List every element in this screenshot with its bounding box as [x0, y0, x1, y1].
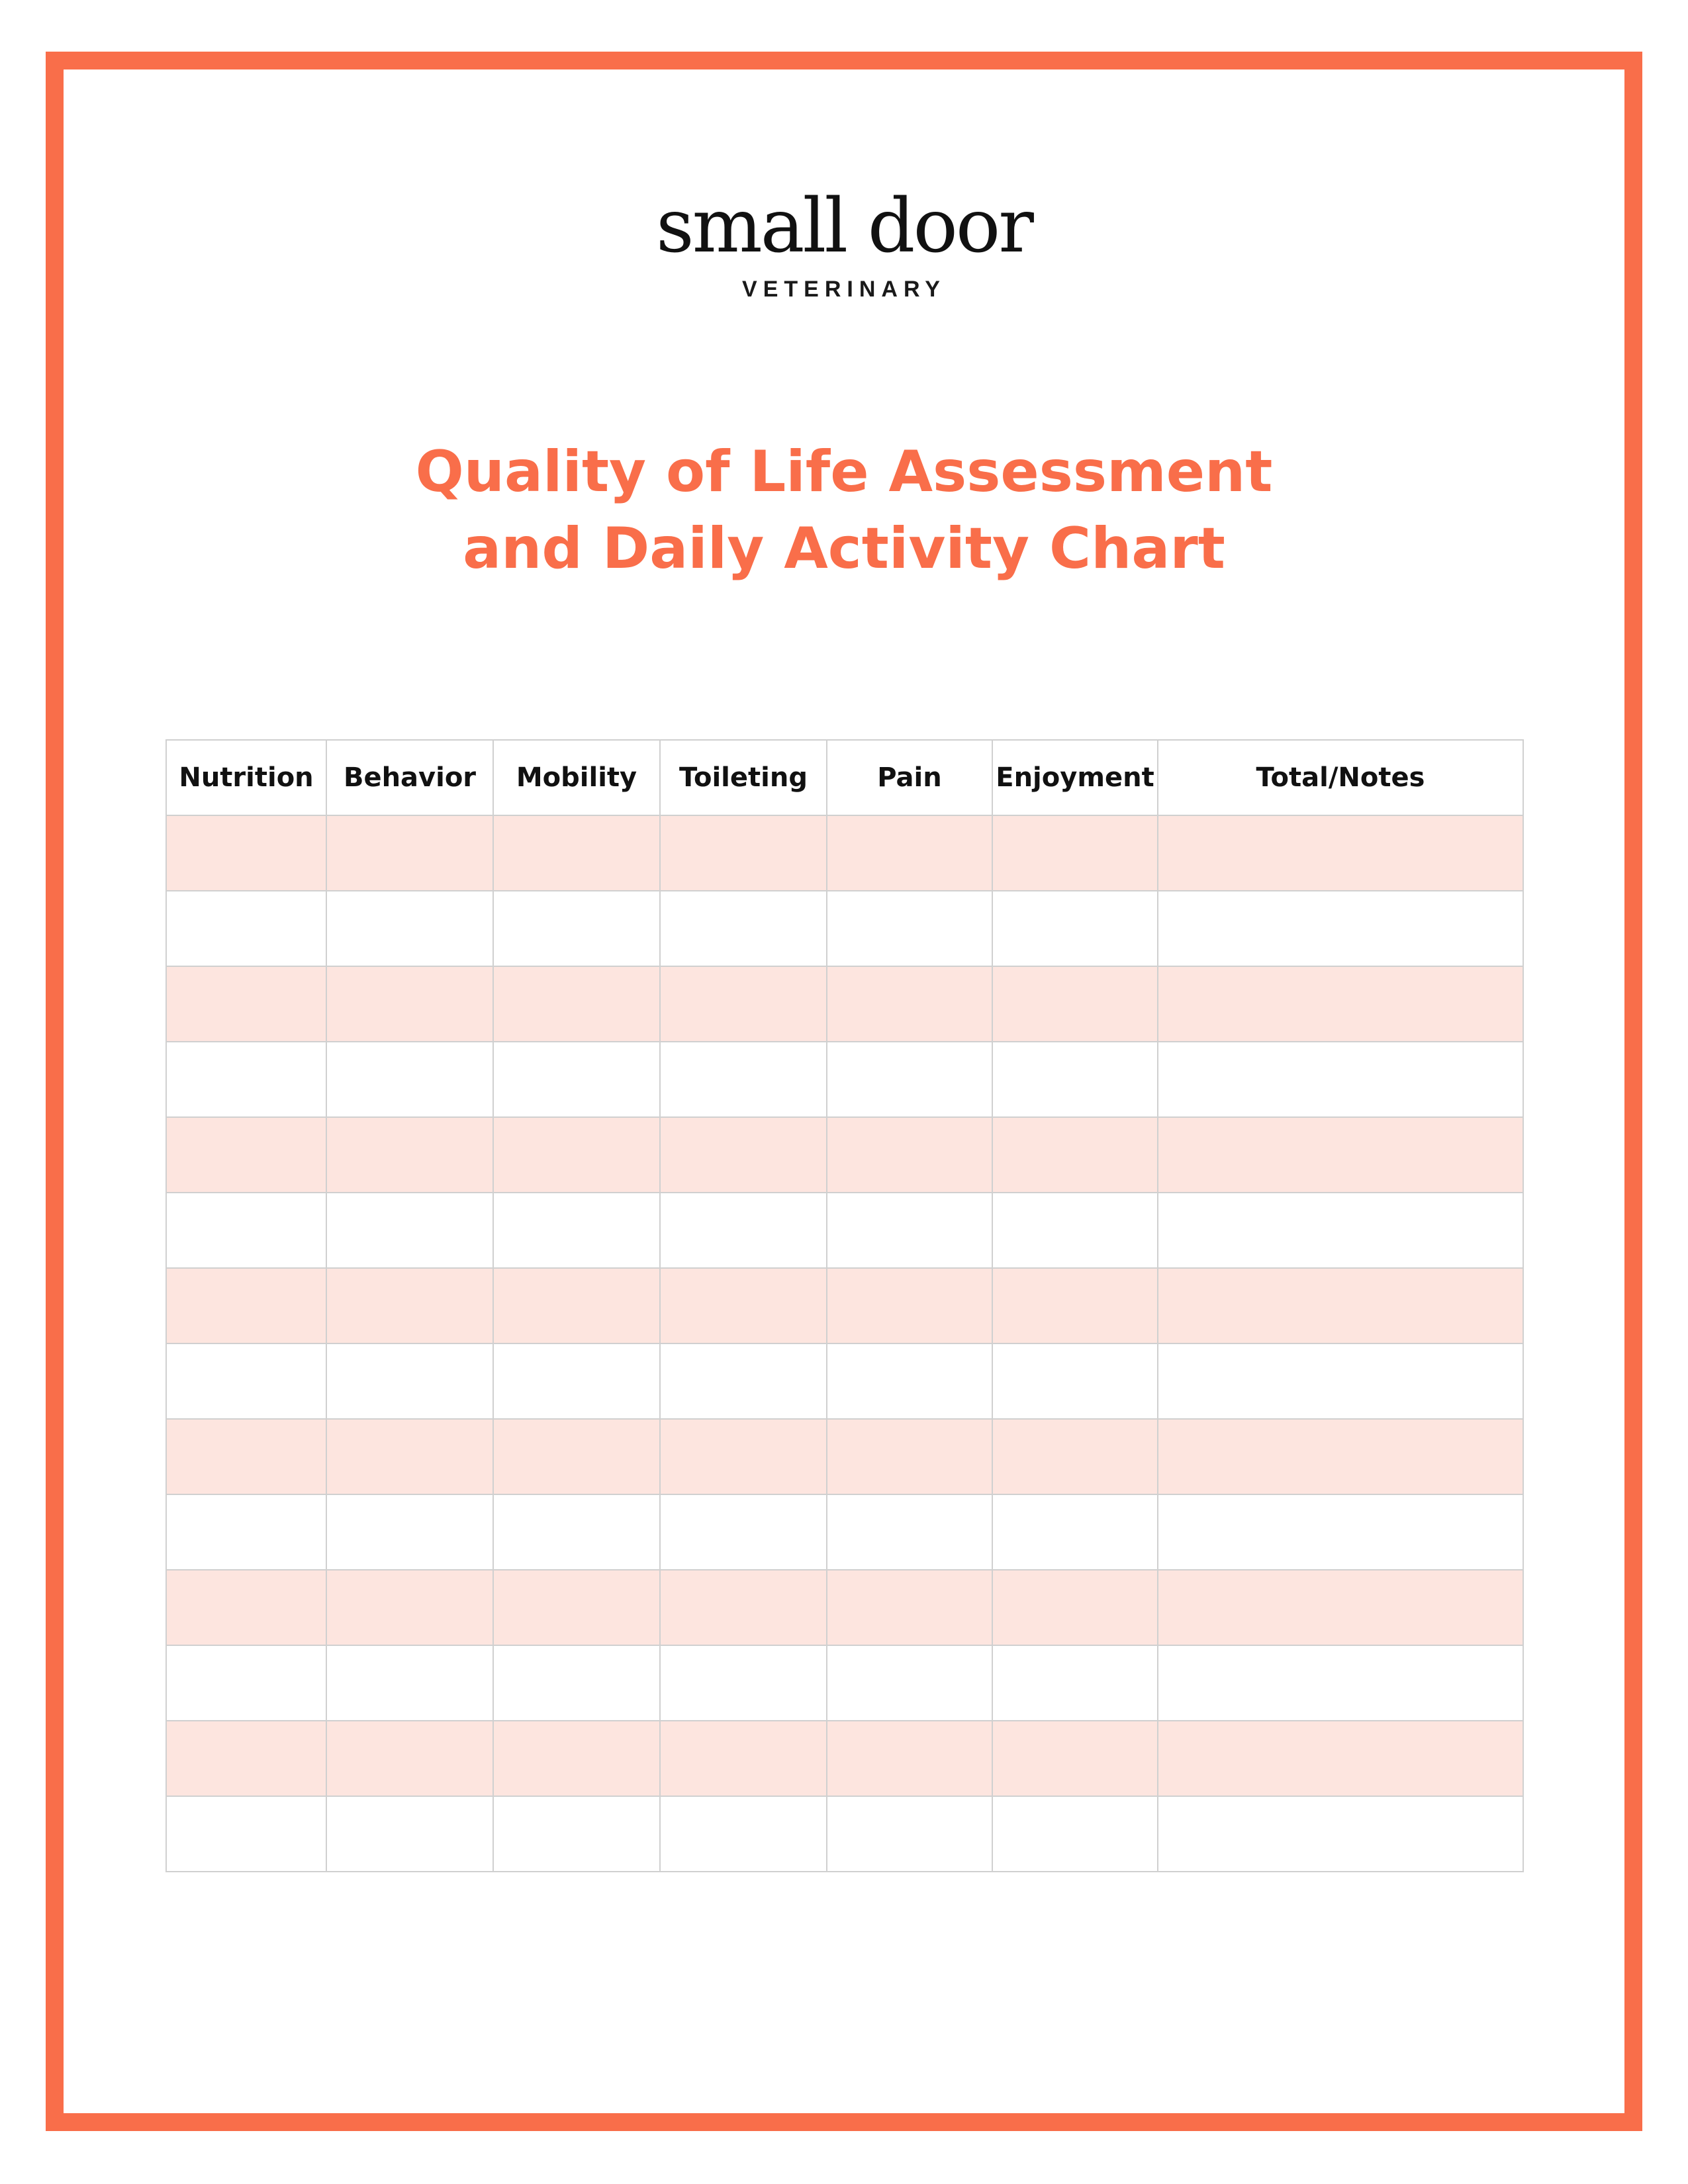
page-title-line-1: Quality of Life Assessment — [415, 439, 1273, 505]
table-row — [166, 1721, 1523, 1796]
table-cell — [1158, 1419, 1523, 1494]
table-cell — [166, 1042, 326, 1117]
table-cell — [992, 1494, 1158, 1570]
table-cell — [326, 1268, 493, 1343]
table-cell — [493, 1721, 660, 1796]
table-cell — [166, 1419, 326, 1494]
table-cell — [827, 891, 992, 966]
table-cell — [326, 966, 493, 1042]
table-cell — [493, 966, 660, 1042]
table-cell — [827, 1570, 992, 1645]
table-cell — [660, 966, 827, 1042]
table-cell — [660, 891, 827, 966]
column-header-toileting: Toileting — [660, 740, 827, 815]
table-cell — [326, 891, 493, 966]
table-cell — [992, 1645, 1158, 1721]
table-cell — [326, 1042, 493, 1117]
table-cell — [1158, 1645, 1523, 1721]
table-cell — [166, 1193, 326, 1268]
table-cell — [326, 1343, 493, 1419]
column-header-total-notes: Total/Notes — [1158, 740, 1523, 815]
table-cell — [660, 1117, 827, 1193]
table-cell — [827, 1796, 992, 1872]
table-cell — [166, 1570, 326, 1645]
table-cell — [166, 891, 326, 966]
table-row — [166, 1042, 1523, 1117]
table-cell — [326, 1193, 493, 1268]
table-cell — [493, 1343, 660, 1419]
table-cell — [660, 1193, 827, 1268]
table-cell — [1158, 1721, 1523, 1796]
table-cell — [827, 1268, 992, 1343]
table-cell — [827, 1721, 992, 1796]
table-cell — [1158, 1268, 1523, 1343]
table-cell — [992, 1343, 1158, 1419]
table-cell — [992, 1042, 1158, 1117]
table-cell — [827, 966, 992, 1042]
table-cell — [326, 1796, 493, 1872]
table-cell — [493, 1268, 660, 1343]
table-header-row — [166, 740, 1523, 815]
table-row — [166, 1117, 1523, 1193]
table-cell — [992, 1193, 1158, 1268]
table-cell — [660, 1570, 827, 1645]
table-cell — [493, 1796, 660, 1872]
table-row — [166, 1796, 1523, 1872]
table-cell — [166, 966, 326, 1042]
page-title — [0, 433, 1688, 587]
table-cell — [166, 1796, 326, 1872]
page-title-line-2: and Daily Activity Chart — [463, 516, 1225, 582]
table-cell — [992, 1570, 1158, 1645]
table-cell — [992, 1268, 1158, 1343]
table-cell — [827, 1117, 992, 1193]
column-header-behavior: Behavior — [326, 740, 493, 815]
table-cell — [1158, 1494, 1523, 1570]
brand-logo — [0, 183, 1688, 302]
table-cell — [992, 1721, 1158, 1796]
table-cell — [827, 1042, 992, 1117]
table-cell — [660, 1268, 827, 1343]
table-cell — [827, 1645, 992, 1721]
table-cell — [1158, 1570, 1523, 1645]
table-cell — [827, 1494, 992, 1570]
table-row — [166, 1268, 1523, 1343]
table-cell — [827, 1419, 992, 1494]
table-cell — [992, 966, 1158, 1042]
table-cell — [1158, 1796, 1523, 1872]
table-cell — [493, 1494, 660, 1570]
table-cell — [660, 1343, 827, 1419]
table-cell — [326, 1419, 493, 1494]
table-cell — [493, 1645, 660, 1721]
table-cell — [1158, 891, 1523, 966]
table-cell — [660, 1494, 827, 1570]
table-cell — [493, 815, 660, 891]
table-cell — [1158, 1343, 1523, 1419]
table-cell — [166, 1721, 326, 1796]
table-cell — [660, 1796, 827, 1872]
activity-chart-table — [165, 739, 1524, 1872]
column-header-pain: Pain — [827, 740, 992, 815]
table-row — [166, 966, 1523, 1042]
table-row — [166, 1419, 1523, 1494]
table-cell — [1158, 815, 1523, 891]
table-body — [166, 815, 1523, 1872]
column-header-mobility: Mobility — [493, 740, 660, 815]
table-cell — [660, 1419, 827, 1494]
table-cell — [166, 1268, 326, 1343]
table-cell — [166, 815, 326, 891]
table-row — [166, 891, 1523, 966]
table-cell — [992, 891, 1158, 966]
column-header-enjoyment: Enjoyment — [992, 740, 1158, 815]
table-cell — [166, 1494, 326, 1570]
table-row — [166, 1193, 1523, 1268]
table-cell — [166, 1645, 326, 1721]
table-cell — [660, 1042, 827, 1117]
table-cell — [493, 1570, 660, 1645]
table-cell — [827, 1343, 992, 1419]
table-cell — [992, 815, 1158, 891]
table-cell — [493, 1193, 660, 1268]
table-cell — [1158, 1117, 1523, 1193]
table-row — [166, 1645, 1523, 1721]
table-cell — [827, 815, 992, 891]
table-cell — [992, 1796, 1158, 1872]
table-cell — [493, 891, 660, 966]
table-cell — [493, 1117, 660, 1193]
table-cell — [326, 1570, 493, 1645]
table-cell — [660, 1645, 827, 1721]
table-row — [166, 1570, 1523, 1645]
table-cell — [660, 815, 827, 891]
table-cell — [992, 1419, 1158, 1494]
table-row — [166, 815, 1523, 891]
table-cell — [1158, 1193, 1523, 1268]
table-cell — [166, 1117, 326, 1193]
table-cell — [326, 1721, 493, 1796]
brand-subtitle: VETERINARY — [742, 277, 946, 302]
brand-wordmark: small door — [656, 183, 1032, 269]
table-cell — [326, 1117, 493, 1193]
table-cell — [326, 815, 493, 891]
table-cell — [992, 1117, 1158, 1193]
table-cell — [493, 1419, 660, 1494]
table-row — [166, 1494, 1523, 1570]
table-row — [166, 1343, 1523, 1419]
table-cell — [1158, 1042, 1523, 1117]
column-header-nutrition: Nutrition — [166, 740, 326, 815]
table-cell — [326, 1494, 493, 1570]
table-cell — [1158, 966, 1523, 1042]
table-cell — [827, 1193, 992, 1268]
table-cell — [493, 1042, 660, 1117]
table-cell — [660, 1721, 827, 1796]
table-cell — [166, 1343, 326, 1419]
table-cell — [326, 1645, 493, 1721]
